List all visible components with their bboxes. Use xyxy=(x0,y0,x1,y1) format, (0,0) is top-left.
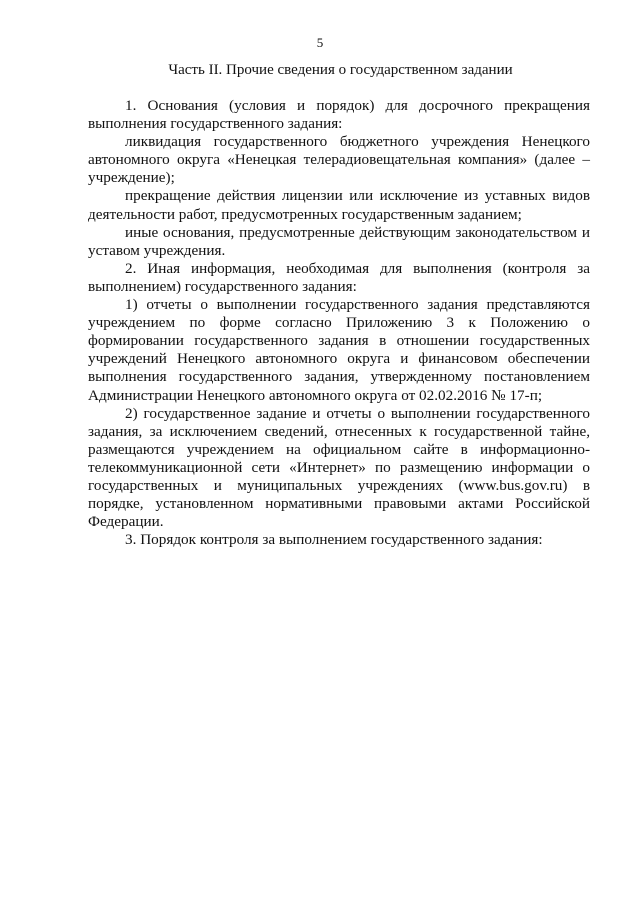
paragraph-other-information: 2. Иная информация, необходимая для выполнения (контроля за выполнением) государственного задания: xyxy=(88,259,590,295)
section-heading: Часть II. Прочие сведения о государственном задании xyxy=(168,62,513,78)
paragraph-termination-grounds: 1. Основания (условия и порядок) для досрочного прекращения выполнения государственного задания: xyxy=(88,97,590,133)
document-body xyxy=(88,97,590,549)
paragraph-liquidation: ликвидация государственного бюджетного учреждения Ненецкого автономного округа «Ненецкая телерадиовещательная компания» (далее – учреждение); xyxy=(88,133,590,187)
paragraph-license-termination: прекращение действия лицензии или исключение из уставных видов деятельности работ, предусмотренных государственным заданием; xyxy=(88,187,590,223)
page-number: 5 xyxy=(316,35,324,50)
paragraph-other-grounds: иные основания, предусмотренные действующим законодательством и уставом учреждения. xyxy=(88,223,590,259)
paragraph-publication: 2) государственное задание и отчеты о выполнении государственного задания, за исключением сведений, отнесенных к государственной тайне, размещаются учреждением на официальном сайте в информационно-телекоммуникационной сети «Интернет» по размещению информации о государственных и муниципальных учреждениях (www.bus.gov.ru) в порядке, установленном нормативными правовыми актами Российской Федерации. xyxy=(88,404,590,531)
paragraph-reports: 1) отчеты о выполнении государственного задания представляются учреждением по форме согласно Приложению 3 к Положению о формировании государственного задания в отношении государственных учреждений Ненецкого автономного округа и финансовом обеспечении выполнения государственного задания, утвержденному постановлением Администрации Ненецкого автономного округа от 02.02.2016 № 17-п; xyxy=(88,296,590,404)
paragraph-control-procedure: 3. Порядок контроля за выполнением государственного задания: xyxy=(125,531,543,549)
